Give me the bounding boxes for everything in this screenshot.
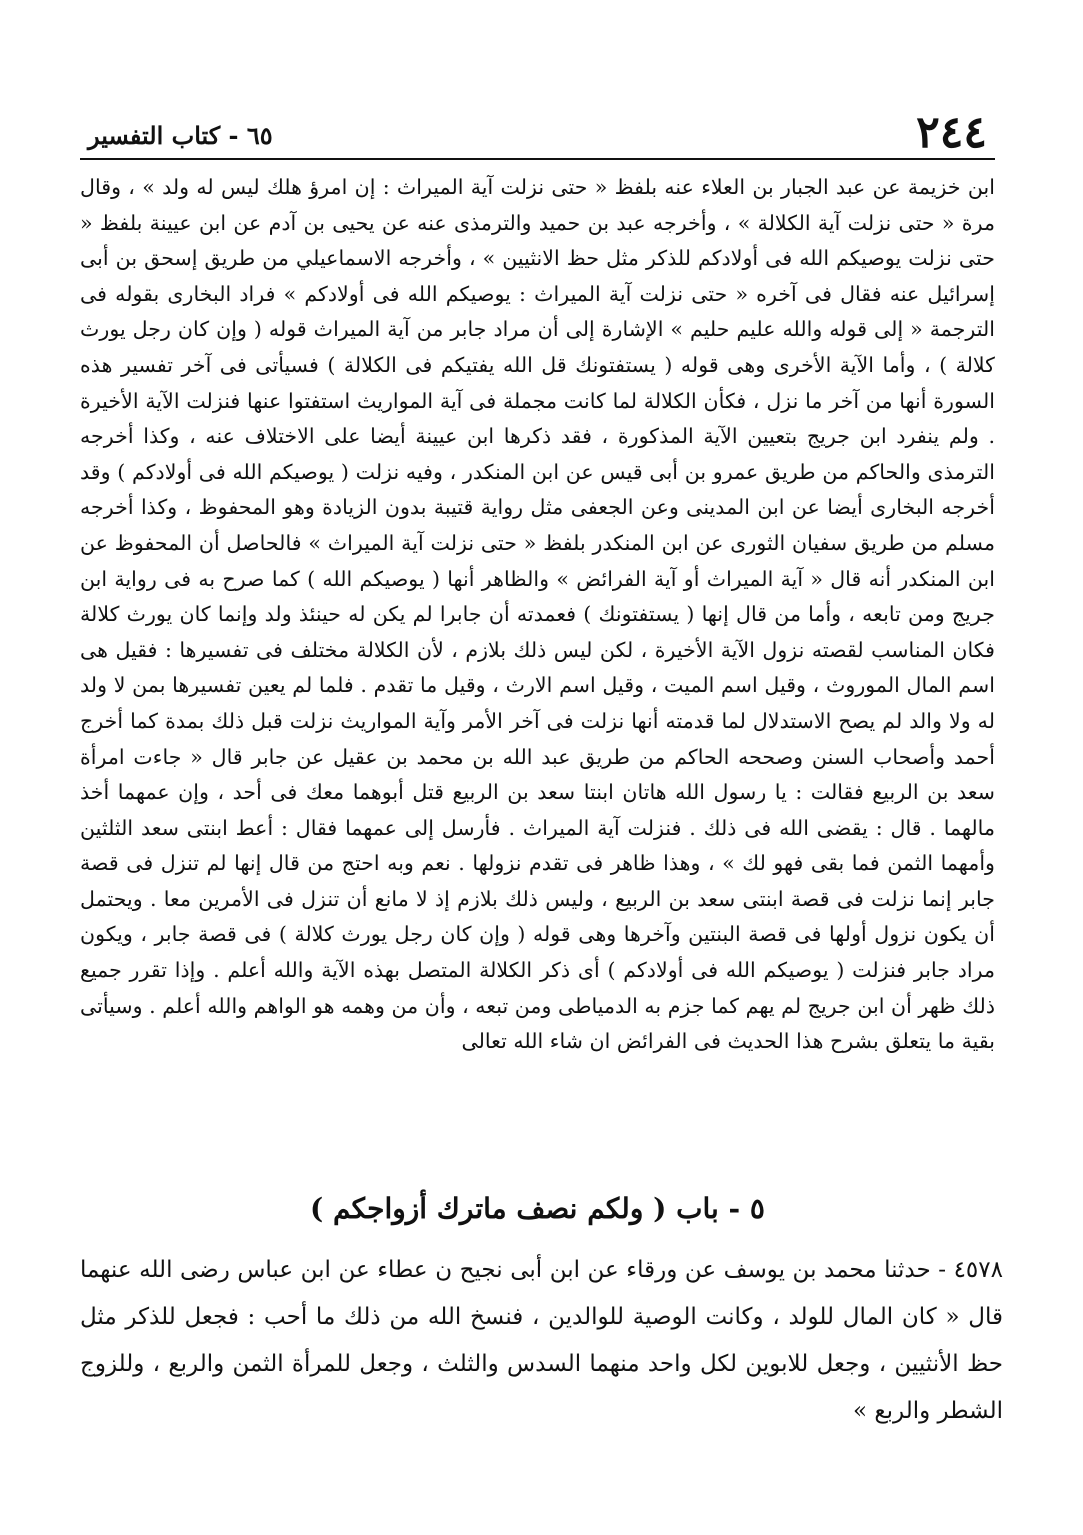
commentary-text: ابن خزيمة عن عبد الجبار بن العلاء عنه بلفظ « حتى نزلت آية الميراث : إن امرؤ هلك ليس له ولد » ، وقال مرة « حتى نزلت آية الكلالة » ، وأخرجه عبد بن حميد والترمذى عنه عن يحيى بن آدم عن ابن عيينة بلفظ « حتى نزلت يوصيكم الله فى أولادكم للذكر مثل حظ الانثيين » ، وأخرجه الاسماعيلي من طريق إسحق بن أبى إسرائيل عنه فقال فى آخره « حتى نزلت آية الميراث : يوصيكم الله فى أولادكم » فراد البخارى بقوله فى الترجمة « إلى قوله والله عليم حليم » الإشارة إلى أن مراد جابر من آية الميراث قوله ( وإن كان رجل يورث كلالة ) ، وأما الآية الأخرى وهى قوله ( يستفتونك قل الله يفتيكم فى الكلالة ) فسيأتى فى آخر تفسير هذه السورة أنها من آخر ما نزل ، فكأن الكلالة لما كانت مجملة فى آية المواريث استفتوا عنها فنزلت الآية الأخيرة . ولم ينفرد ابن جريج بتعيين الآية المذكورة ، فقد ذكرها ابن عيينة أيضا على الاختلاف عنه ، وكذا أخرجه الترمذى والحاكم من طريق عمرو بن أبى قيس عن ابن المنكدر ، وفيه نزلت ( يوصيكم الله فى أولادكم ) وقد أخرجه البخارى أيضا عن ابن المدينى وعن الجعفى مثل رواية قتيبة بدون الزيادة وهو المحفوظ ، وكذا أخرجه مسلم من طريق سفيان الثورى عن ابن المنكدر بلفظ « حتى نزلت آية الميراث » فالحاصل أن المحفوظ عن ابن المنكدر أنه قال « آية الميراث أو آية الفرائض » والظاهر أنها ( يوصيكم الله ) كما صرح به فى رواية ابن جريج ومن تابعه ، وأما من قال إنها ( يستفتونك ) فعمدته أن جابرا لم يكن له حينئذ ولد وإنما كان يورث كلالة فكان المناسب لقصته نزول الآية الأخيرة ، لكن ليس ذلك بلازم ، لأن الكلالة مختلف فى تفسيرها : فقيل هى اسم المال الموروث ، وقيل اسم الميت ، وقيل اسم الارث ، وقيل ما تقدم . فلما لم يعين تفسيرها بمن لا ولد له ولا والد لم يصح الاستدلال لما قدمته أنها نزلت فى آخر الأمر وآية المواريث نزلت قبل ذلك بمدة كما أخرج أحمد وأصحاب السنن وصححه الحاكم من طريق عبد الله بن محمد بن عقيل عن جابر قال « جاءت امرأة سعد بن الربيع فقالت : يا رسول الله هاتان ابنتا سعد بن الربيع قتل أبوهما معك فى أحد ، وإن عمهما أخذ مالهما . قال : يقضى الله فى ذلك . فنزلت آية الميراث . فأرسل إلى عمهما فقال : أعط ابنتى سعد الثلثين وأمهما الثمن فما بقى فهو لك » ، وهذا ظاهر فى تقدم نزولها . نعم وبه احتج من قال إنها لم تنزل فى قصة جابر إنما نزلت فى قصة ابنتى سعد بن الربيع ، وليس ذلك بلازم إذ لا مانع أن تنزل فى الأمرين معا . ويحتمل أن يكون نزول أولها فى قصة البنتين وآخرها وهى قوله ( وإن كان رجل يورث كلالة ) فى قصة جابر ، ويكون مراد جابر فنزلت ( يوصيكم الله فى أولادكم ) أى ذكر الكلالة المتصل بهذه الآية والله أعلم . وإذا تقرر جميع ذلك ظهر أن ابن جريج لم يهم كما جزم به الدمياطى ومن تبعه ، وأن من وهمه هو الواهم والله أعلم . وسيأتى بقية ما يتعلق بشرح هذا الحديث فى الفرائض ان شاء الله تعالى	[80, 175, 996, 1054]
running-header	[80, 108, 995, 160]
page-number: ٢٤٤	[916, 107, 987, 158]
book-title: ٦٥ - كتاب التفسير	[88, 121, 273, 150]
hadith-text: ٤٥٧٨ - حدثنا محمد بن يوسف عن ورقاء عن ابن أبى نجيح ن عطاء عن ابن عباس رضى الله عنهما قال « كان المال للولد ، وكانت الوصية للوالدين ، فنسخ الله من ذلك ما أحب : فجعل للذكر مثل حظ الأنثيين ، وجعل للابوين لكل واحد منهما السدس والثلث ، وجعل للمرأة الثمن والربع ، وللزوج الشطر والربع »	[80, 1257, 1003, 1424]
chapter-heading: ٥ - باب ( ولكم نصف ماترك أزواجكم )	[310, 1192, 765, 1225]
